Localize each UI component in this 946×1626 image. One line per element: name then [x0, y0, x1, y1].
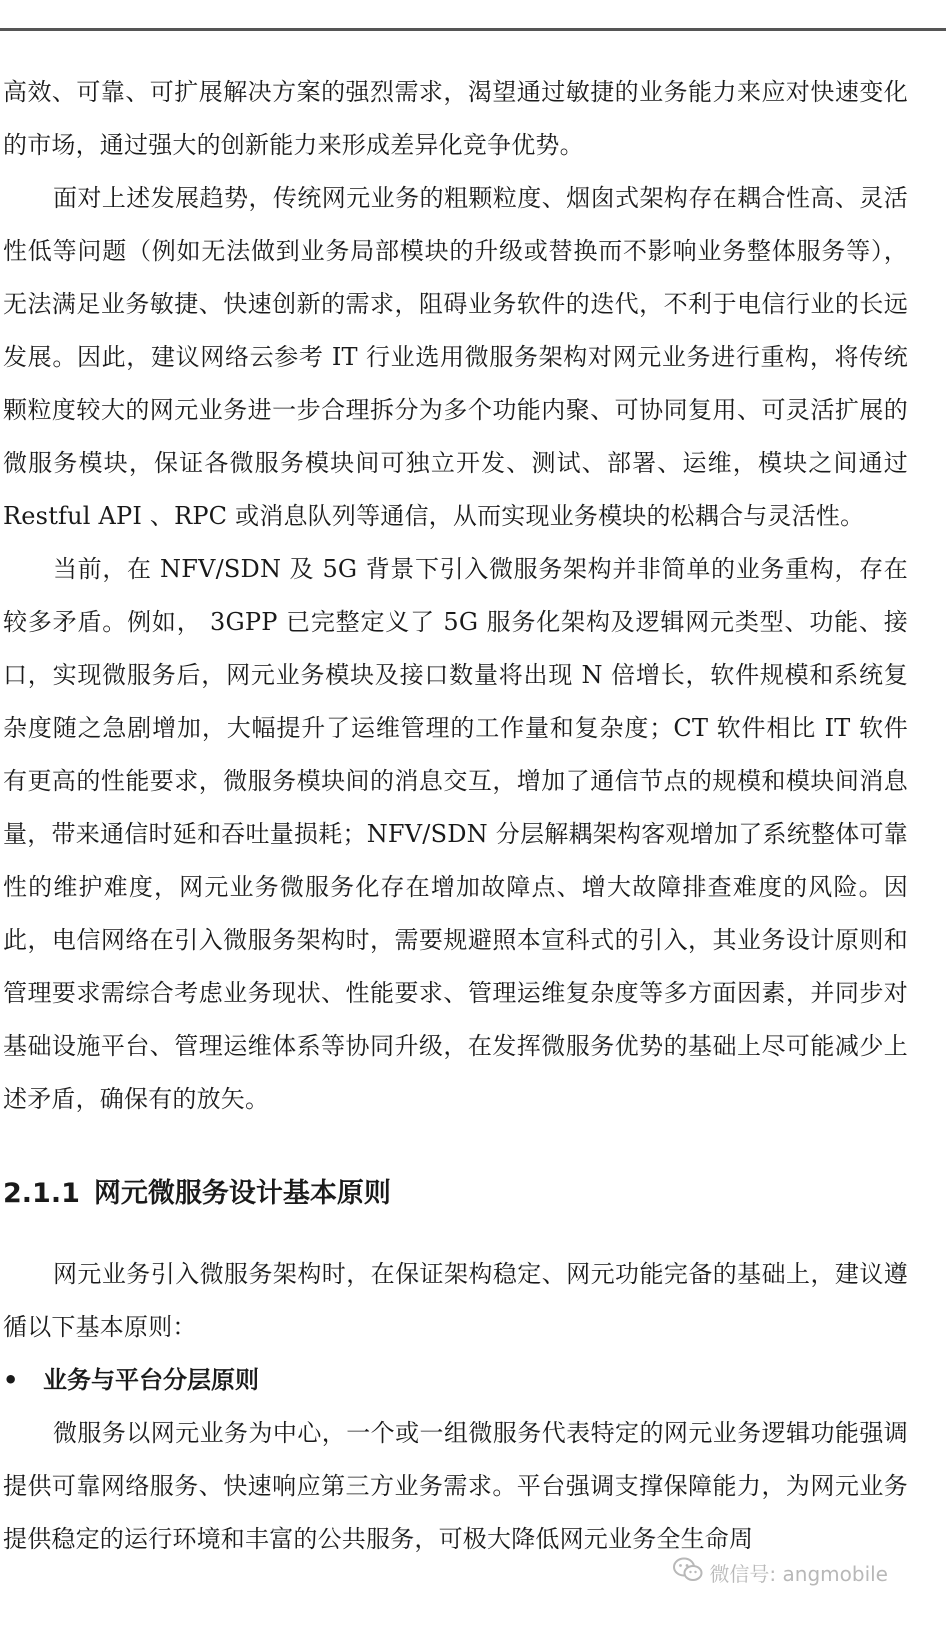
paragraph-continued: 高效、可靠、可扩展解决方案的强烈需求，渴望通过敏捷的业务能力来应对快速变化的市场，通过强大的创新能力来形成差异化竞争优势。 [3, 78, 908, 159]
section-title: 网元微服务设计基本原则 [93, 1178, 391, 1209]
header-rule [0, 28, 946, 31]
wechat-icon [673, 1557, 703, 1588]
watermark [673, 1557, 888, 1588]
bullet-label: 业务与平台分层原则 [43, 1366, 259, 1394]
paragraph-current: 当前，在 NFV/SDN 及 5G 背景下引入微服务架构并非简单的业务重构，存在较多矛盾。例如， 3GPP 已完整定义了 5G 服务化架构及逻辑网元类型、功能、接口，实现微服务后，网元业务模块及接口数量将出现 N 倍增长，软件规模和系统复杂度随之急剧增加，大幅提升了运维管理的工作量和复杂度；CT 软件相比 IT 软件有更高的性能要求，微服务模块间的消息交互，增加了通信节点的规模和模块间消息量，带来通信时延和吞吐量损耗；NFV/SDN 分层解耦架构客观增加了系统整体可靠性的维护难度，网元业务微服务化存在增加故障点、增大故障排查难度的风险。因此，电信网络在引入微服务架构时，需要规避照本宣科式的引入，其业务设计原则和管理要求需综合考虑业务现状、性能要求、管理运维复杂度等多方面因素，并同步对基础设施平台、管理运维体系等协同升级，在发挥微服务优势的基础上尽可能减少上述矛盾，确保有的放矢。 [3, 555, 908, 1113]
watermark-text: 微信号: angmobile [709, 1562, 888, 1586]
bullet-item [3, 1354, 908, 1407]
bullet-dot: • [3, 1366, 19, 1394]
section-heading [3, 1167, 908, 1220]
paragraph-intro: 网元业务引入微服务架构时，在保证架构稳定、网元功能完备的基础上，建议遵循以下基本原则： [3, 1260, 908, 1341]
document-body [3, 66, 908, 1566]
paragraph-trends: 面对上述发展趋势，传统网元业务的粗颗粒度、烟囱式架构存在耦合性高、灵活性低等问题（例如无法做到业务局部模块的升级或替换而不影响业务整体服务等），无法满足业务敏捷、快速创新的需求，阻碍业务软件的迭代，不利于电信行业的长远发展。因此，建议网络云参考 IT 行业选用微服务架构对网元业务进行重构，将传统颗粒度较大的网元业务进一步合理拆分为多个功能内聚、可协同复用、可灵活扩展的微服务模块，保证各微服务模块间可独立开发、测试、部署、运维，模块之间通过 Restful API 、RPC 或消息队列等通信，从而实现业务模块的松耦合与灵活性。 [3, 184, 908, 530]
paragraph-bullet-body: 微服务以网元业务为中心，一个或一组微服务代表特定的网元业务逻辑功能强调提供可靠网络服务、快速响应第三方业务需求。平台强调支撑保障能力，为网元业务提供稳定的运行环境和丰富的公共服务，可极大降低网元业务全生命周 [3, 1419, 908, 1553]
section-number: 2.1.1 [3, 1178, 80, 1209]
